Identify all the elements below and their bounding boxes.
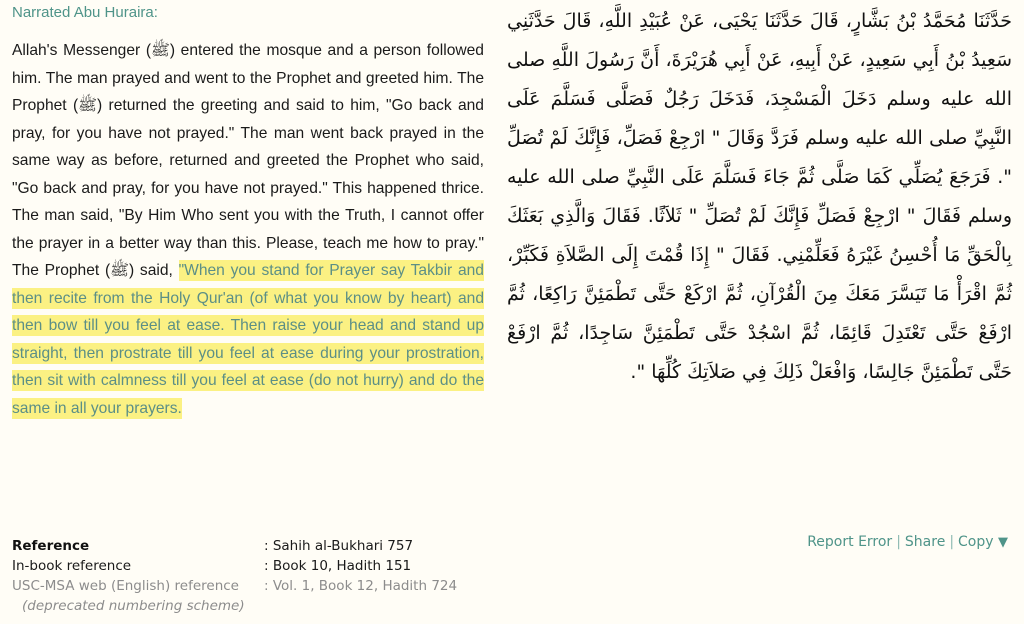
inbook-reference-value: : Book 10, Hadith 151	[264, 558, 412, 574]
copy-label: Copy	[958, 534, 994, 550]
usc-reference-label: USC-MSA web (English) reference	[12, 578, 239, 594]
copy-dropdown-icon[interactable]: ▼	[998, 535, 1008, 550]
reference-value: : Sahih al-Bukhari 757	[264, 538, 414, 554]
copy-link[interactable]	[958, 534, 1008, 550]
reference-row	[12, 536, 457, 556]
narrator: Narrated Abu Huraira:	[12, 4, 158, 21]
inbook-reference-label: In-book reference	[12, 558, 132, 574]
usc-reference-row	[12, 576, 457, 596]
report-error-link[interactable]: Report Error	[807, 534, 893, 550]
hadith-actions	[807, 534, 1008, 550]
reference-table	[12, 536, 457, 616]
inbook-reference-row	[12, 556, 457, 576]
share-link[interactable]: Share	[904, 534, 946, 550]
usc-reference-value: : Vol. 1, Book 12, Hadith 724	[264, 578, 458, 594]
reference-label: Reference	[12, 538, 90, 554]
arabic-text: حَدَّثَنَا مُحَمَّدُ بْنُ بَشَّارٍ، قَالَ حَدَّثَنَا يَحْيَى، عَنْ عُبَيْدِ اللَّهِ، قَالَ حَدَّثَنِي سَعِيدُ بْنُ أَبِي سَعِيدٍ، عَنْ أَبِيهِ، عَنْ أَبِي هُرَيْرَةَ، أَنَّ رَسُولَ اللَّهِ صلى الله عليه وسلم دَخَلَ الْمَسْجِدَ، فَدَخَلَ رَجُلٌ فَصَلَّى فَسَلَّمَ عَلَى النَّبِيِّ صلى الله عليه وسلم فَرَدَّ وَقَالَ " ارْجِعْ فَصَلِّ، فَإِنَّكَ لَمْ تُصَلِّ ". فَرَجَعَ يُصَلِّي كَمَا صَلَّى ثُمَّ جَاءَ فَسَلَّمَ عَلَى النَّبِيِّ صلى الله عليه وسلم فَقَالَ " ارْجِعْ فَصَلِّ فَإِنَّكَ لَمْ تُصَلِّ " ثَلاَثًا. فَقَالَ وَالَّذِي بَعَثَكَ بِالْحَقِّ مَا أُحْسِنُ غَيْرَهُ فَعَلِّمْنِي. فَقَالَ " إِذَا قُمْتَ إِلَى الصَّلاَةِ فَكَبِّرْ، ثُمَّ اقْرَأْ مَا تَيَسَّرَ مَعَكَ مِنَ الْقُرْآنِ، ثُمَّ ارْكَعْ حَتَّى تَطْمَئِنَّ رَاكِعًا، ثُمَّ ارْفَعْ حَتَّى تَعْتَدِلَ قَائِمًا، ثُمَّ اسْجُدْ حَتَّى تَطْمَئِنَّ سَاجِدًا، ثُمَّ ارْفَعْ حَتَّى تَطْمَئِنَّ جَالِسًا، وَافْعَلْ ذَلِكَ فِي صَلاَتِكَ كُلِّهَا ".	[507, 10, 1012, 383]
english-text-highlighted: "When you stand for Prayer say Takbir and then recite from the Holy Qur'an (of what you know by heart) and then bow till you feel at ease. Then raise your head and stand up straight, then prostrate till you feel at ease during your prostration, then sit with calmness till you feel at ease (do not hurry) and do the same in all your prayers.	[12, 262, 484, 417]
action-separator: |	[949, 534, 955, 550]
action-separator: |	[896, 534, 901, 550]
deprecated-note: (deprecated numbering scheme)	[22, 598, 245, 614]
english-text-plain: Allah's Messenger (ﷺ) entered the mosque and a person followed him. The man prayed and went to the Prophet and greeted him. The Prophet (ﷺ) returned the greeting and said to him, "Go back and pray, for you have not prayed." The man went back prayed in the same way as before, returned and greeted the Prophet who said, "Go back and pray, for you have not prayed." This happened thrice. The man said, "By Him Who sent you with the Truth, I cannot offer the prayer in a better way than this. Please, teach me how to pray." The Prophet (ﷺ) said,	[12, 42, 484, 279]
english-text	[12, 37, 484, 422]
